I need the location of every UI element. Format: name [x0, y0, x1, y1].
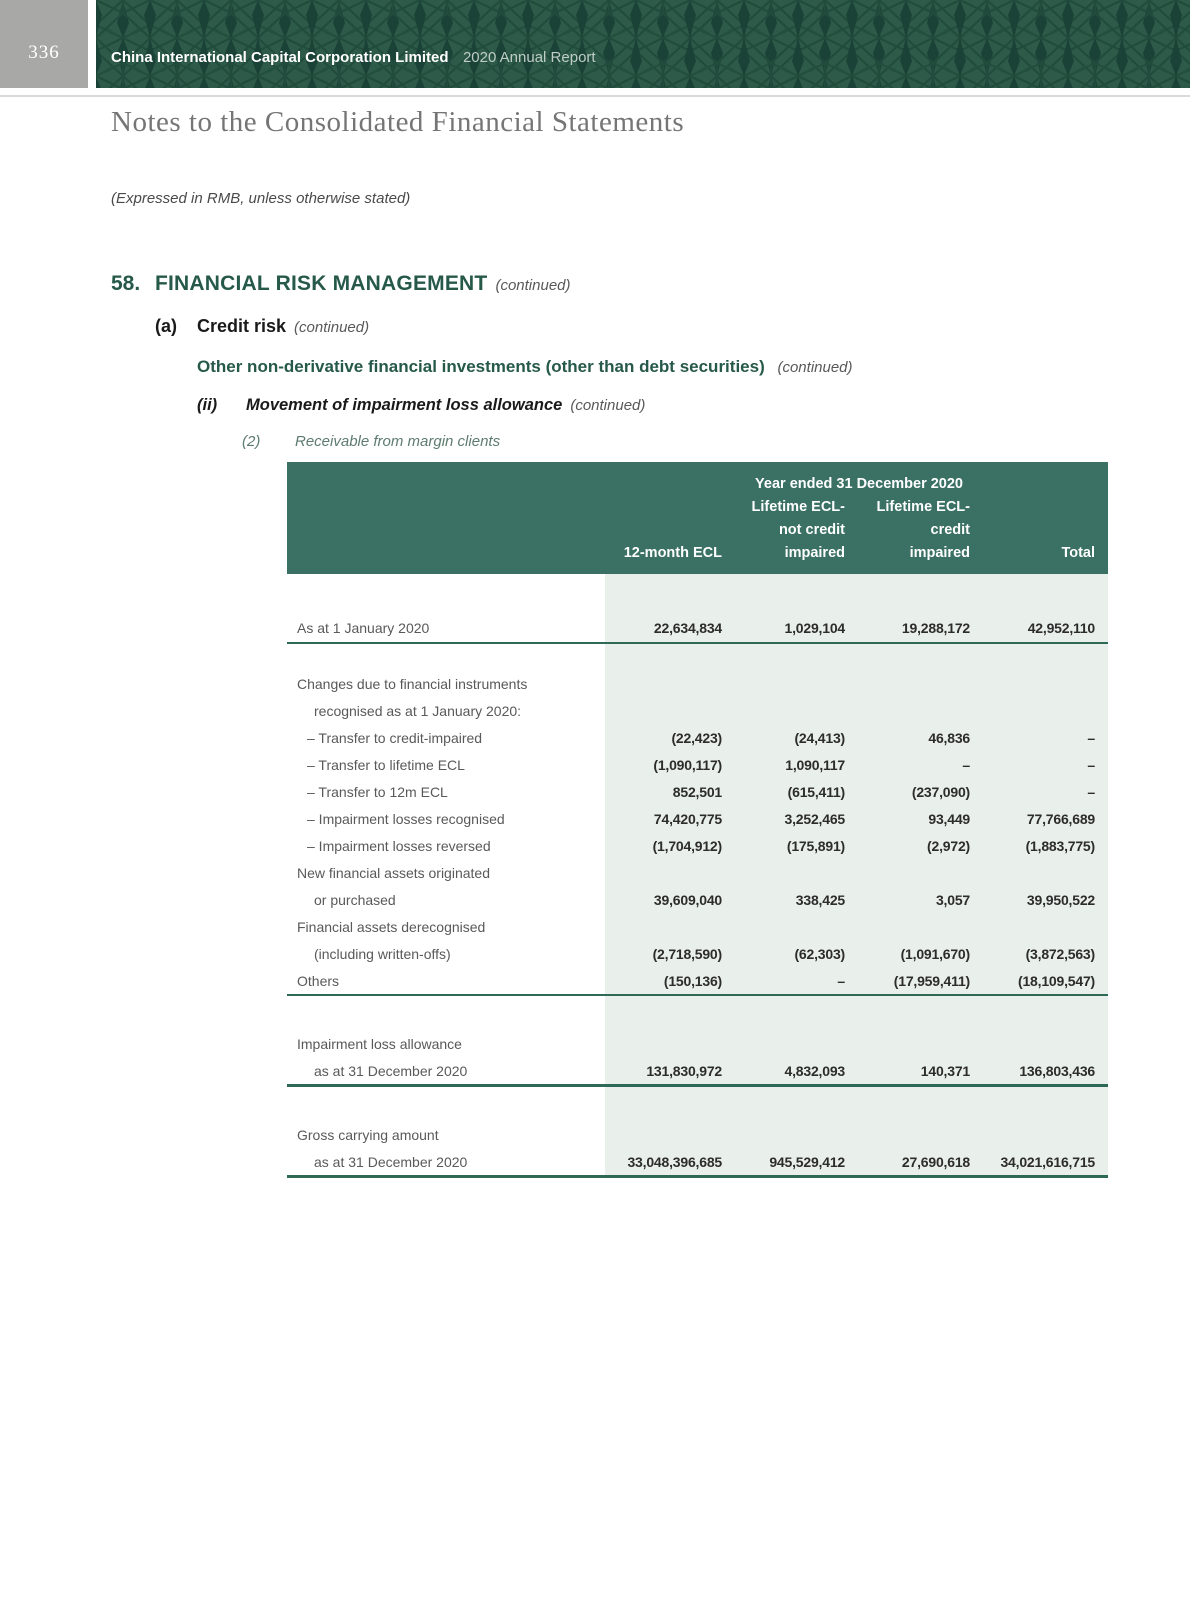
row-label: – Impairment losses recognised	[307, 810, 505, 827]
credit-risk-heading	[155, 316, 369, 337]
table-body	[287, 574, 1108, 1178]
col-lifetime-nci-line2: not credit	[778, 522, 845, 538]
cell-value: 42,952,110	[1027, 620, 1095, 636]
cell-value: 34,021,616,715	[1000, 1153, 1095, 1170]
cell-value: 1,090,117	[785, 756, 845, 773]
spacer	[287, 996, 1108, 1030]
row-label: Impairment loss allowance	[297, 1035, 462, 1052]
cell-value: –	[837, 972, 845, 989]
credit-risk-marker: (a)	[155, 316, 177, 336]
header-divider	[0, 95, 1190, 97]
cell-value: (24,413)	[794, 729, 845, 746]
spacer	[287, 574, 1108, 614]
cell-value: 3,252,465	[784, 810, 845, 827]
row-label: recognised as at 1 January 2020:	[314, 702, 522, 719]
cell-value: 46,836	[928, 729, 970, 746]
company-name: China International Capital Corporation Limited	[111, 49, 449, 66]
table-row	[287, 859, 1108, 886]
col-lifetime-ci-line3: impaired	[909, 545, 970, 561]
banner-text	[111, 49, 596, 67]
cell-value: (3,872,563)	[1025, 945, 1095, 962]
row-label: – Transfer to credit-impaired	[307, 729, 483, 746]
row-label: or purchased	[314, 891, 396, 908]
cell-value: 33,048,396,685	[627, 1153, 722, 1170]
cell-value: (1,091,670)	[900, 945, 970, 962]
other-investments-heading	[197, 357, 853, 377]
table-header-year: Year ended 31 December 2020	[755, 476, 963, 492]
table-row	[287, 967, 1108, 996]
cell-value: 131,830,972	[646, 1062, 722, 1079]
cell-value: (2,972)	[927, 837, 970, 854]
cell-value: –	[1087, 729, 1095, 746]
spacer	[287, 1087, 1108, 1121]
row-label: as at 31 December 2020	[314, 1153, 468, 1170]
cell-value: 39,609,040	[653, 891, 722, 908]
table-row	[287, 614, 1108, 644]
cell-value: 74,420,775	[653, 810, 722, 827]
cell-value: 852,501	[672, 783, 722, 800]
section-number: 58.	[111, 272, 141, 295]
cell-value: (175,891)	[786, 837, 845, 854]
credit-risk-title: Credit risk	[197, 316, 287, 336]
movement-marker: (ii)	[197, 396, 218, 414]
table-row	[287, 940, 1108, 967]
cell-value: 22,634,834	[653, 620, 722, 636]
cell-value: 140,371	[920, 1062, 970, 1079]
cell-value: (150,136)	[663, 972, 722, 989]
asanoha-pattern-decoration	[96, 0, 1190, 88]
table-row	[287, 670, 1108, 697]
cell-value: 19,288,172	[901, 620, 970, 636]
report-name: 2020 Annual Report	[462, 49, 596, 66]
cell-value: (615,411)	[787, 783, 845, 800]
movement-heading	[197, 396, 645, 415]
header-banner	[96, 0, 1190, 88]
cell-value: (1,090,117)	[653, 756, 722, 773]
receivable-marker: (2)	[242, 433, 261, 450]
col-lifetime-ci-line2: credit	[930, 522, 970, 538]
table-row	[287, 913, 1108, 940]
section-continued: (continued)	[495, 277, 571, 294]
row-label: New financial assets originated	[297, 864, 490, 881]
receivable-heading	[242, 433, 500, 450]
credit-risk-continued: (continued)	[294, 319, 370, 336]
table-row	[287, 886, 1108, 913]
section-title: FINANCIAL RISK MANAGEMENT	[155, 272, 488, 295]
table-row	[287, 832, 1108, 859]
table-row	[287, 805, 1108, 832]
row-label: (including written-offs)	[314, 945, 451, 962]
cell-value: 39,950,522	[1026, 891, 1095, 908]
cell-value: (17,959,411)	[893, 972, 970, 989]
row-label: as at 31 December 2020	[314, 1062, 468, 1079]
cell-value: 3,057	[935, 891, 970, 908]
cell-value: (18,109,547)	[1018, 972, 1095, 989]
cell-value: –	[1087, 756, 1095, 773]
row-label: Financial assets derecognised	[297, 918, 486, 935]
cell-value: –	[962, 756, 970, 773]
table-row	[287, 1030, 1108, 1057]
col-lifetime-nci-line1: Lifetime ECL-	[751, 499, 845, 515]
table-header	[287, 462, 1108, 574]
table-row	[287, 1148, 1108, 1178]
col-lifetime-ci-line1: Lifetime ECL-	[876, 499, 970, 515]
cell-value: (22,423)	[671, 729, 722, 746]
cell-value: 338,425	[795, 891, 845, 908]
other-investments-title: Other non-derivative financial investments (other than debt securities)	[197, 357, 765, 376]
ecl-movement-table	[287, 462, 1108, 1178]
row-label: Gross carrying amount	[297, 1126, 439, 1143]
row-label: Changes due to financial instruments	[297, 675, 528, 692]
cell-value: 4,832,093	[784, 1062, 845, 1079]
table-row	[287, 751, 1108, 778]
table-row	[287, 778, 1108, 805]
row-label: – Transfer to lifetime ECL	[307, 756, 465, 773]
cell-value: (237,090)	[911, 783, 970, 800]
movement-title: Movement of impairment loss allowance	[246, 396, 563, 414]
cell-value: (2,718,590)	[652, 945, 722, 962]
page-number: 336	[28, 42, 60, 63]
page-number-badge	[0, 0, 88, 88]
cell-value: –	[1087, 783, 1095, 800]
other-investments-continued: (continued)	[777, 359, 853, 376]
cell-value: 93,449	[928, 810, 970, 827]
row-label: – Transfer to 12m ECL	[307, 783, 448, 800]
row-label: As at 1 January 2020	[297, 620, 430, 636]
table-row	[287, 697, 1108, 724]
currency-note: (Expressed in RMB, unless otherwise stated)	[111, 190, 411, 207]
cell-value: 945,529,412	[769, 1153, 845, 1170]
movement-continued: (continued)	[570, 397, 646, 414]
section-58-heading	[111, 272, 571, 296]
spacer	[287, 644, 1108, 670]
receivable-title: Receivable from margin clients	[295, 433, 501, 450]
cell-value: (1,704,912)	[652, 837, 722, 854]
cell-value: 1,029,104	[784, 620, 845, 636]
cell-value: 77,766,689	[1026, 810, 1095, 827]
page-title: Notes to the Consolidated Financial Statements	[111, 106, 685, 138]
table-row	[287, 1121, 1108, 1148]
row-label: Others	[297, 972, 340, 989]
row-label: – Impairment losses reversed	[307, 837, 491, 854]
table-row	[287, 724, 1108, 751]
cell-value: 27,690,618	[901, 1153, 970, 1170]
cell-value: 136,803,436	[1019, 1062, 1095, 1079]
col-lifetime-nci-line3: impaired	[784, 545, 845, 561]
table-row	[287, 1057, 1108, 1087]
cell-value: (62,303)	[794, 945, 845, 962]
col-total: Total	[1061, 545, 1095, 561]
cell-value: (1,883,775)	[1025, 837, 1095, 854]
col-12-month-ecl: 12-month ECL	[623, 545, 722, 561]
